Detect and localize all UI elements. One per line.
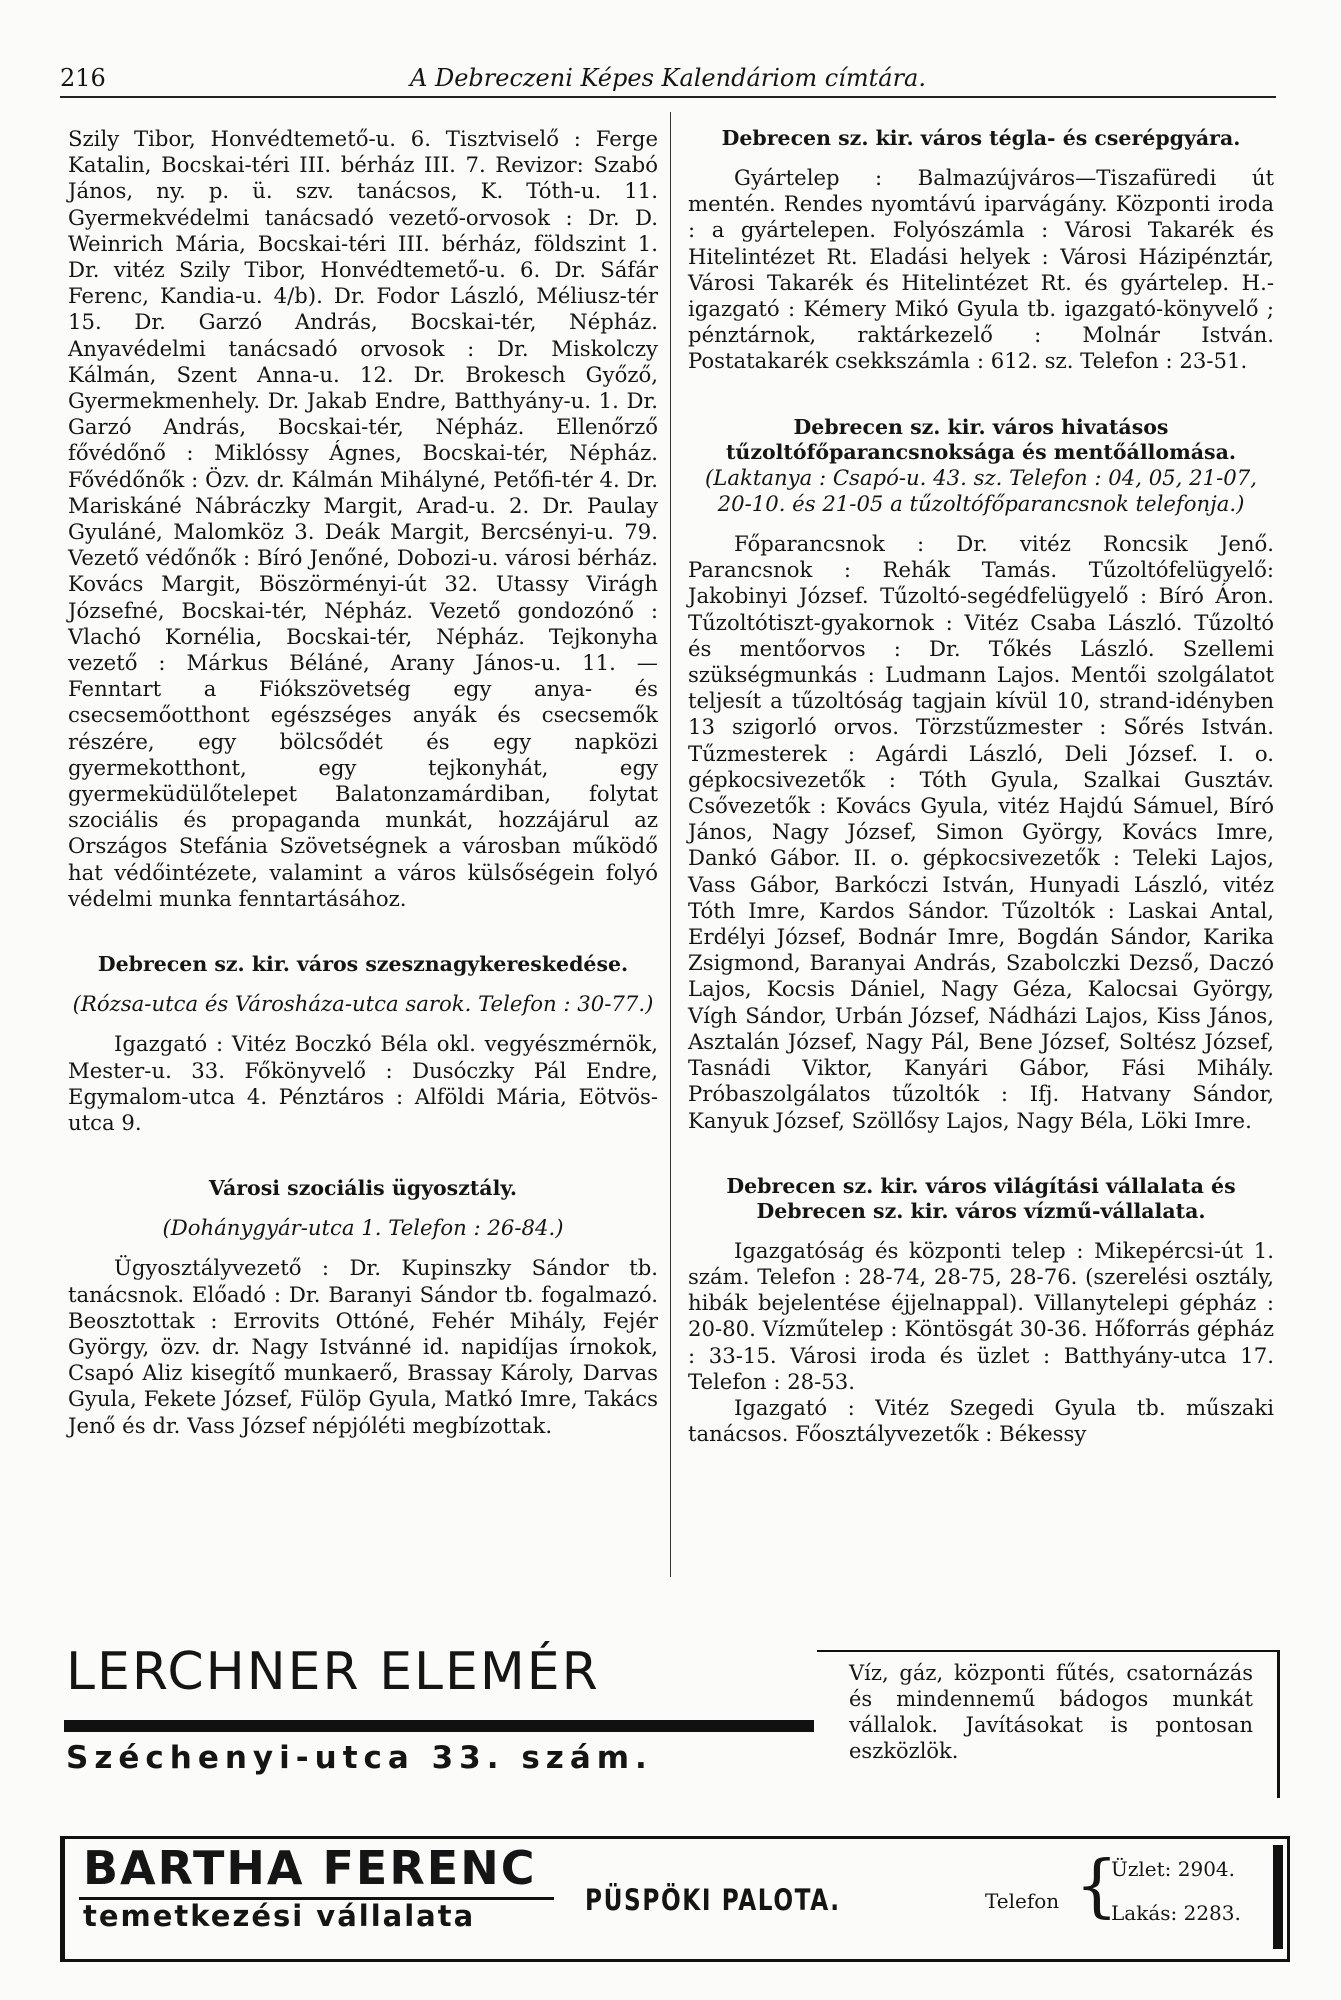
ad-rule: [64, 1720, 814, 1732]
ad-rule: [817, 1650, 1277, 1652]
advertisement-bartha: [60, 1836, 1290, 1962]
section-body: Igazgatóság és központi telep : Mikepércsi-út 1. szám. Telefon : 28-74, 28-75, 28-76. (szerelési osztály, hibák bejelentése éjjelnappal). Villanytelepi gépház : 20-80. Vízműtelep : Köntösgát 30-36. Hőforrás gépház : 33-15. Városi iroda és üzlet : Batthyány-utca 17. Telefon : 28-53.: [688, 1237, 1274, 1394]
left-paragraph: Szily Tibor, Honvédtemető-u. 6. Tisztviselő : Ferge Katalin, Bocskai-téri III. bérház III. 7. Revizor: Szabó János, ny. p. ü. szv. tanácsos, K. Tóth-u. 11. Gyermekvédelmi tanácsadó vezető-orvosok : Dr. D. Weinrich Mária, Bocskai-téri III. bérház, földszint 1. Dr. vitéz Szily Tibor, Honvédtemető-u. 6. Dr. Sáfár Ferenc, Kandia-u. 4/b). Dr. Fodor László, Méliusz-tér 15. Dr. Garzó András, Bocskai-tér, Népház. Anyavédelmi tanácsadó orvosok : Dr. Miskolczy Kálmán, Szent Anna-u. 12. Dr. Brokesch Győző, Gyermekmenhely. Dr. Jakab Endre, Batthyány-u. 1. Dr. Garzó András, Bocskai-tér, Népház. Ellenőrző fővédőnő : Miklóssy Ágnes, Bocskai-tér, Népház. Fővédőnők : Özv. dr. Kálmán Mihályné, Petőfi-tér 4. Dr. Mariskáné Nábráczky Margit, Arad-u. 2. Dr. Paulay Gyuláné, Malomköz 3. Deák Margit, Bercsényi-u. 79. Vezető védőnők : Bíró Jenőné, Dobozi-u. városi bérház. Kovács Margit, Böszörményi-út 32. Utassy Virágh Józsefné, Bocskai-tér, Népház. Vezető gondozónő : Vlachó Kornélia, Bocskai-tér, Népház. Tejkonyha vezető : Márkus Béláné, Arany János-u. 11. — Fenntart a Fiókszövetség egy anya- és csecsemőotthont egészséges anyák és csecsemők részére, egy bölcsődét és egy napközi gyermekotthont, egy tejkonyhát, egy gyermeküdülőtelepet Balatonzamárdiban, folytat szociális és propaganda munkát, hozzájárul az Országos Stefánia Szövetségnek a városban működő hat védőintézete, valamint a város külsőségein folyó védelmi munka fenntartásához.: [68, 126, 658, 911]
brace-icon: {: [1075, 1847, 1119, 1926]
section-subheading: (Laktanya : Csapó-u. 43. sz. Telefon : 04, 05, 21-07, 20-10. és 21-05 a tűzoltófőparancsnok telefonja.): [705, 464, 1257, 516]
section-body: Gyártelep : Balmazújváros—Tiszafüredi út mentén. Rendes nyomtávú iparvágány. Központi iroda : a gyártelepen. Folyószámla : Városi Takarék és Hitelintézet Rt. Eladási helyek : Városi Házipénztár, Városi Takarék és Hitelintézet Rt. és gyártelep. H.-igazgató : Kémery Mikó Gyula tb. igazgató-könyvelő ; pénztárnok, raktárkezelő : Molnár István. Postatakarék csekkszámla : 612. sz. Telefon : 23-51.: [688, 165, 1274, 374]
header-rule: [60, 96, 1276, 98]
ad-location: PÜSPÖKI PALOTA.: [585, 1883, 841, 1917]
right-column: [688, 126, 1274, 1447]
left-column: [68, 126, 658, 1439]
ad-side-bar: [1273, 1845, 1283, 1949]
ad-company-name: BARTHA FERENC: [83, 1841, 537, 1895]
ad-address: Széchenyi-utca 33. szám.: [66, 1740, 653, 1776]
ad-description: Víz, gáz, központi fűtés, csatornázás és mindennemű bádogos munkát vállalok. Javításokat is pontosan eszközlök.: [849, 1661, 1253, 1763]
section-body: Ügyosztályvezető : Dr. Kupinszky Sándor tb. tanácsnok. Előadó : Dr. Baranyi Sándor tb. fogalmazó. Beosztottak : Errovits Ottóné, Fehér Mihály, Fejér György, özv. dr. Nagy Istvánné id. napidíjas írnokok, Csapó Aliz kisegítő munkaerő, Brassay Károly, Darvas Gyula, Fekete József, Fülöp Gyula, Matkó Imre, Takács Jenő és dr. Vass József népjóléti megbízottak.: [68, 1255, 658, 1438]
section-heading: Debrecen sz. kir. város hivatásos tűzoltófőparancsnoksága és mentőállomása.: [725, 414, 1237, 464]
ad-text-box: [817, 1650, 1280, 1798]
ad-company-name: LERCHNER ELEMÉR: [66, 1642, 600, 1702]
section-body: Igazgató : Vitéz Boczkó Béla okl. vegyészmérnök, Mester-u. 33. Főkönyvelő : Dusóczky Pál Endre, Egymalom-utca 4. Pénztáros : Alföldi Mária, Eötvös-utca 9.: [68, 1031, 658, 1135]
section-body: Főparancsnok : Dr. vitéz Roncsik Jenő. Parancsnok : Rehák Tamás. Tűzoltófelügyelő: Jakobinyi József. Tűzoltó-segédfelügyelő : Bíró Áron. Tűzoltótiszt-gyakornok : Vitéz Csaba László. Tűzoltó és mentőorvos : Dr. Tőkés László. Szellemi szükségmunkás : Ludmann Lajos. Mentői szolgálatot teljesít a tűzoltóság tagjain kívül 10, strand-idényben 13 szigorló orvos. Törzstűzmester : Sőrés István. Tűzmesterek : Agárdi László, Deli József. I. o. gépkocsivezetők : Tóth Gyula, Szalkai Gusztáv. Csővezetők : Kovács Gyula, vitéz Hajdú Sámuel, Bíró János, Nagy József, Simon György, Kovács Imre, Dankó Gábor. II. o. gépkocsivezetők : Teleki Lajos, Vass Gábor, Barkóczi István, Hunyadi László, vitéz Tóth Imre, Kardos Sándor. Tűzoltók : Laskai Antal, Erdélyi József, Bodnár Imre, Bogdán Sándor, Karika Zsigmond, Baranyai András, Szabolczki Dezső, Daczó Lajos, Kocsis Dániel, Nagy Géza, Kalocsai György, Vígh Sándor, Urbán József, Nádházi Lajos, Kiss János, Asztalán József, Nagy Pál, Bene József, Soltész József, Tasnádi Viktor, Kanyári Gábor, Fási Mihály. Próbaszolgálatos tűzoltók : Ifj. Hatvany Sándor, Kanyuk József, Szöllősy Lajos, Nagy Béla, Löki Imre.: [688, 531, 1274, 1133]
ad-subtitle: temetkezési vállalata: [83, 1899, 476, 1933]
page-number: 216: [60, 64, 106, 92]
ad-phone-home: Lakás: 2283.: [1111, 1901, 1241, 1925]
page-header: [60, 58, 1276, 106]
section-heading: Debrecen sz. kir. város világítási vállalata és Debrecen sz. kir. város vízmű-vállalata.: [726, 1173, 1236, 1223]
ad-phone-label: Telefon: [985, 1889, 1060, 1913]
section-heading: Debrecen sz. kir. város szesznagykereskedése.: [97, 952, 629, 977]
section-subheading: (Rózsa-utca és Városháza-utca sarok. Telefon : 30-77.): [72, 991, 654, 1017]
section-subheading: (Dohánygyár-utca 1. Telefon : 26-84.): [162, 1215, 564, 1241]
ad-phone-shop: Üzlet: 2904.: [1111, 1857, 1236, 1881]
section-heading: Városi szociális ügyosztály.: [208, 1176, 518, 1201]
section-heading: Debrecen sz. kir. város tégla- és cserépgyára.: [721, 126, 1241, 150]
column-divider: [670, 112, 671, 1577]
section-body: Igazgató : Vitéz Szegedi Gyula tb. műszaki tanácsos. Főosztályvezetők : Békessy: [688, 1394, 1274, 1447]
running-title: A Debreczeni Képes Kalendáriom címtára.: [410, 64, 926, 92]
advertisement-lerchner: [60, 1640, 1282, 1808]
